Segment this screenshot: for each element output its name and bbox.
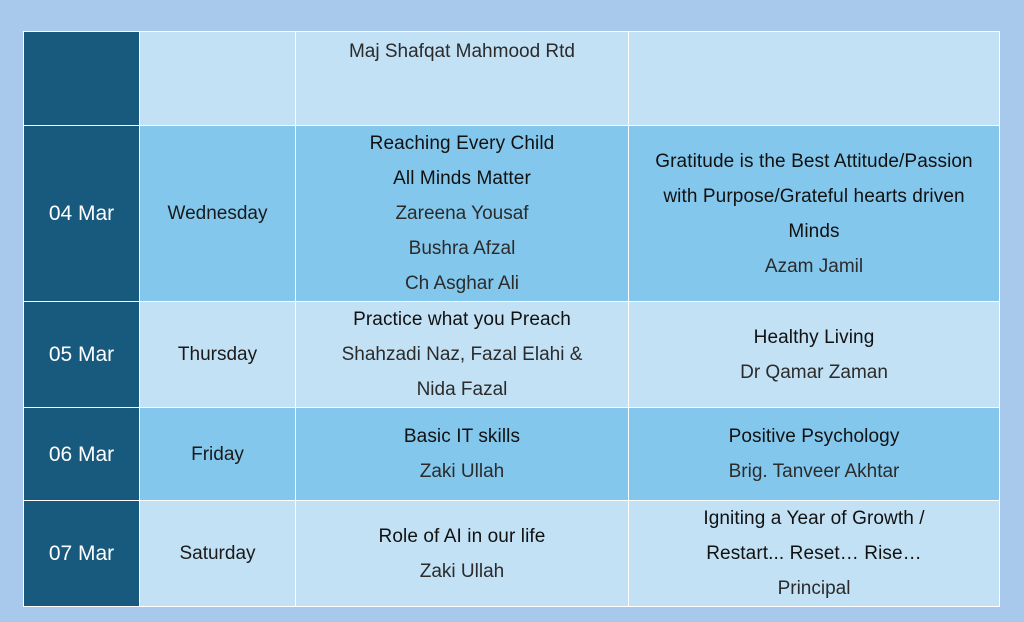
session1-title-line: Practice what you Preach: [353, 309, 571, 330]
schedule-row-04-mar: [24, 126, 1000, 302]
session1-cell: [296, 408, 629, 501]
session2-title-line: Restart... Reset… Rise…: [706, 543, 922, 564]
session1-title-line: Role of AI in our life: [378, 525, 546, 547]
session2-cell: [629, 302, 1000, 408]
session2-title-line: Healthy Living: [753, 326, 875, 348]
day-cell: Wednesday: [140, 126, 296, 302]
date-cell: 07 Mar: [24, 501, 140, 607]
schedule-row-continued: [24, 32, 1000, 126]
session2-title-line: Positive Psychology: [728, 426, 900, 447]
session2-title-line: Minds: [788, 220, 840, 242]
session2-cell: [629, 32, 1000, 126]
day-cell: Friday: [140, 408, 296, 501]
schedule-row-07-mar: [24, 501, 1000, 607]
session1-speaker: Zaki Ullah: [419, 560, 505, 582]
session1-speaker: Ch Asghar Ali: [404, 273, 520, 294]
session1-title-line: All Minds Matter: [393, 168, 531, 189]
session2-title-line: with Purpose/Grateful hearts driven: [663, 185, 965, 207]
day-cell: [140, 32, 296, 126]
date-cell: 04 Mar: [24, 126, 140, 302]
session1-cell: [296, 302, 629, 408]
session1-speaker: Shahzadi Naz, Fazal Elahi &: [341, 344, 583, 365]
schedule-table: [23, 31, 1000, 607]
session2-speaker: Dr Qamar Zaman: [740, 361, 888, 383]
session1-cell: [296, 501, 629, 607]
schedule-row-06-mar: [24, 408, 1000, 501]
session2-title-line: Gratitude is the Best Attitude/Passion: [655, 150, 973, 172]
session2-speaker: Principal: [777, 578, 851, 599]
date-cell: [24, 32, 140, 126]
session2-cell: [629, 408, 1000, 501]
session1-cell: [296, 32, 629, 126]
day-cell: Thursday: [140, 302, 296, 408]
session1-cell: [296, 126, 629, 302]
day-cell: Saturday: [140, 501, 296, 607]
session1-speaker: Bushra Afzal: [408, 238, 516, 259]
session2-speaker: Brig. Tanveer Akhtar: [728, 461, 900, 482]
session1-speaker: Zaki Ullah: [419, 461, 505, 482]
session2-speaker: Azam Jamil: [764, 255, 864, 277]
schedule-row-05-mar: [24, 302, 1000, 408]
session1-speaker: Zareena Yousaf: [395, 203, 529, 224]
date-cell: 06 Mar: [24, 408, 140, 501]
session2-title-line: Igniting a Year of Growth /: [703, 508, 925, 529]
session1-title-line: Reaching Every Child: [369, 133, 555, 154]
session1-speaker: Maj Shafqat Mahmood Rtd: [348, 41, 575, 62]
session2-cell: [629, 126, 1000, 302]
date-cell: 05 Mar: [24, 302, 140, 408]
session1-speaker: Nida Fazal: [416, 379, 508, 400]
session2-cell: [629, 501, 1000, 607]
session1-title-line: Basic IT skills: [403, 426, 521, 447]
